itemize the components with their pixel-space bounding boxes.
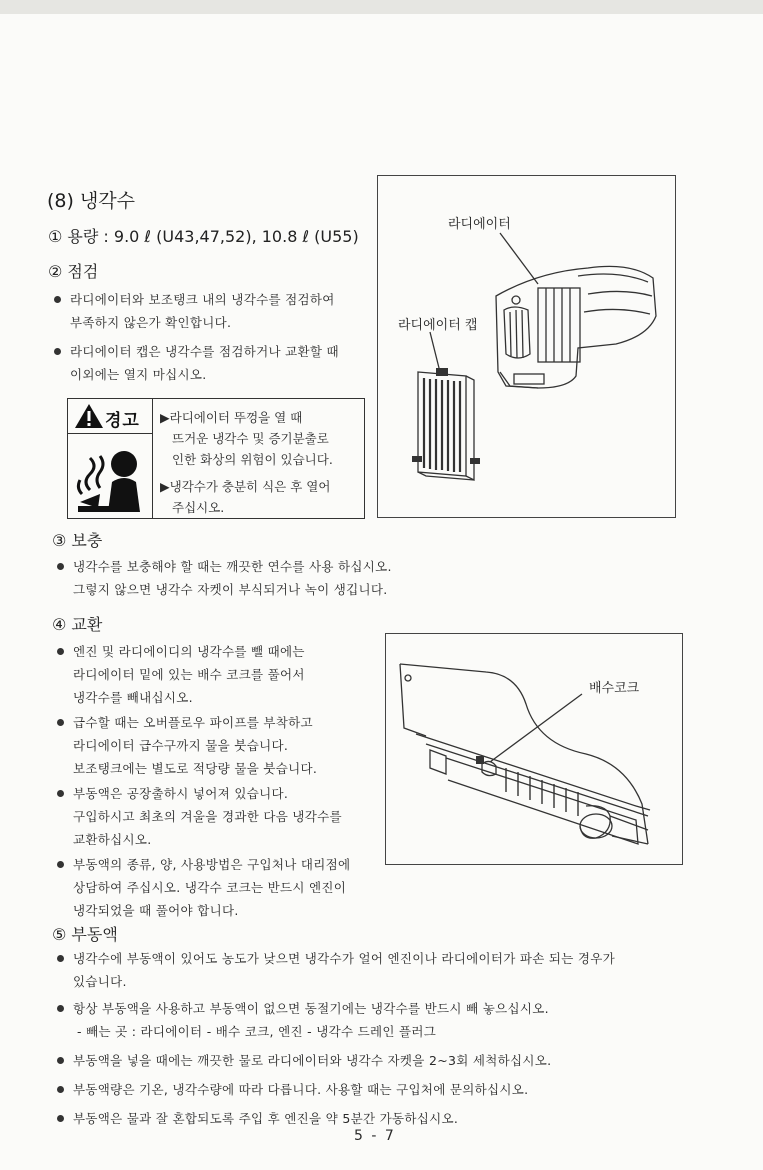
inspection-heading: ② 점검 bbox=[48, 262, 99, 281]
radiator-figure bbox=[377, 175, 676, 518]
warning-triangle-icon bbox=[73, 402, 105, 430]
inspection-bullet-list bbox=[52, 288, 339, 386]
warning-box bbox=[67, 398, 365, 519]
list-item: 부동액은 공장출하시 넣어져 있습니다. 구입하시고 최초의 겨울을 경과한 다음 냉각수를 교환하십시오. bbox=[55, 782, 350, 851]
list-item: 급수할 때는 오버플로우 파이프를 부착하고 라디에이터 급수구까지 물을 붓습니다. 보조탱크에는 별도로 적당량 물을 붓습니다. bbox=[55, 711, 350, 780]
refill-heading: ③ 보충 bbox=[52, 531, 103, 550]
drain-cock-figure bbox=[385, 633, 683, 865]
tractor-radiator-drawing bbox=[378, 176, 675, 517]
drain-cock-label: 배수코크 bbox=[589, 681, 640, 696]
page-number: 5 - 7 bbox=[354, 1128, 396, 1144]
capacity-line: ① 용량 : 9.0 ℓ (U43,47,52), 10.8 ℓ (U55) bbox=[48, 227, 359, 246]
drain-cock-drawing bbox=[386, 634, 682, 864]
scan-top-band bbox=[0, 0, 763, 14]
antifreeze-heading: ⑤ 부동액 bbox=[52, 925, 118, 944]
section-title: (8) 냉각수 bbox=[47, 190, 136, 212]
warning-header bbox=[68, 399, 153, 434]
list-item: 엔진 및 라디에이디의 냉각수를 뺄 때에는 라디에이터 밑에 있는 배수 코크를 풀어서 냉각수를 빼내십시오. bbox=[55, 640, 350, 709]
steam-burn-icon bbox=[68, 434, 153, 518]
antifreeze-bullet-list bbox=[55, 947, 615, 1130]
warning-label: 경고 bbox=[105, 411, 140, 431]
list-item: 부동액의 종류, 양, 사용방법은 구입처나 대리점에 상담하여 주십시오. 냉각수 코크는 반드시 엔진이 냉각되었을 때 풀어야 합니다. bbox=[55, 853, 350, 922]
list-item: 항상 부동액을 사용하고 부동액이 없으면 동절기에는 냉각수를 반드시 빼 놓으십시오. - 빼는 곳 : 라디에이터 - 배수 코크, 엔진 - 냉각수 드레인 플러그 bbox=[55, 997, 615, 1043]
list-item: 냉각수를 보충해야 할 때는 깨끗한 연수를 사용 하십시오. 그렇지 않으면 냉각수 자켓이 부식되거나 녹이 생깁니다. bbox=[55, 555, 392, 601]
list-item: 부동액은 물과 잘 혼합되도록 주입 후 엔진을 약 5분간 가동하십시오. bbox=[55, 1107, 615, 1130]
warning-text-2: ▶냉각수가 충분히 식은 후 열어 주십시오. bbox=[160, 479, 331, 515]
list-item: 라디에이터와 보조탱크 내의 냉각수를 점검하여 부족하지 않은가 확인합니다. bbox=[52, 288, 339, 334]
list-item: 라디에이터 캡은 냉각수를 점검하거나 교환할 때 이외에는 열지 마십시오. bbox=[52, 340, 339, 386]
replace-bullet-list bbox=[55, 640, 350, 922]
list-item: 부동액을 넣을 때에는 깨끗한 물로 라디에이터와 냉각수 자켓을 2~3회 세척하십시오. bbox=[55, 1049, 615, 1072]
refill-bullet-list bbox=[55, 555, 392, 601]
list-item: 부동액량은 기온, 냉각수량에 따라 다릅니다. 사용할 때는 구입처에 문의하십시오. bbox=[55, 1078, 615, 1101]
radiator-label: 라디에이터 bbox=[448, 217, 511, 232]
radiator-cap-label: 라디에이터 캡 bbox=[398, 318, 478, 333]
list-item: 냉각수에 부동액이 있어도 농도가 낮으면 냉각수가 얼어 엔진이나 라디에이터가 파손 되는 경우가 있습니다. bbox=[55, 947, 615, 993]
warning-text-1: ▶라디에이터 뚜껑을 열 때 뜨거운 냉각수 및 증기분출로 인한 화상의 위험이 있습니다. bbox=[160, 410, 333, 467]
replace-heading: ④ 교환 bbox=[52, 615, 103, 634]
